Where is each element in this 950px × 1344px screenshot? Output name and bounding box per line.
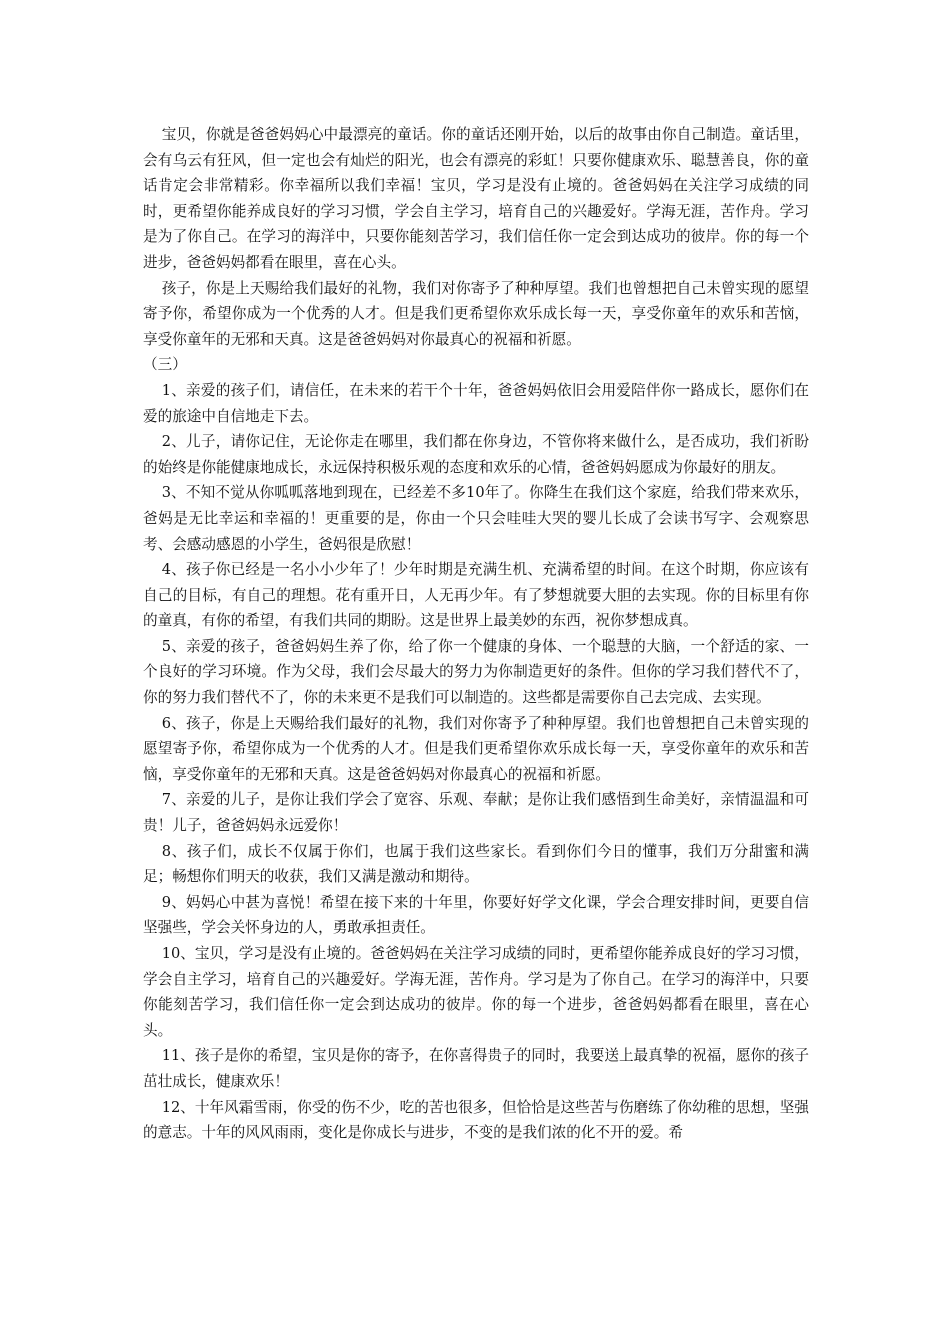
intro-paragraph-1: 宝贝，你就是爸爸妈妈心中最漂亮的童话。你的童话还刚开始，以后的故事由你自己制造。童话里，会有乌云有狂风，但一定也会有灿烂的阳光，也会有漂亮的彩虹！只要你健康欢乐、聪慧善良，你的童话肯定会非常精彩。你幸福所以我们幸福！宝贝，学习是没有止境的。爸爸妈妈在关注学习成绩的同时，更希望你能养成良好的学习习惯，学会自主学习，培育自己的兴趣爱好。学海无涯，苦作舟。学习是为了你自己。在学习的海洋中，只要你能刻苦学习，我们信任你一定会到达成功的彼岸。你的每一个进步，爸爸妈妈都看在眼里，喜在心头。: [143, 126, 809, 271]
list-item-2: 2、儿子，请你记住，无论你走在哪里，我们都在你身边，不管你将来做什么，是否成功，我们祈盼的始终是你能健康地成长，永远保持积极乐观的态度和欢乐的心情，爸爸妈妈愿成为你最好的朋友。: [143, 433, 809, 476]
list-item-4: 4、孩子你已经是一名小小少年了！少年时期是充满生机、充满希望的时间。在这个时期，你应该有自己的目标，有自己的理想。花有重开日，人无再少年。有了梦想就要大胆的去实现。你的目标里有你的童真，有你的希望，有我们共同的期盼。这是世界上最美妙的东西，祝你梦想成真。: [143, 561, 809, 630]
list-item-3: 3、不知不觉从你呱呱落地到现在，已经差不多10年了。你降生在我们这个家庭，给我们带来欢乐，爸妈是无比幸运和幸福的！更重要的是，你由一个只会哇哇大哭的婴儿长成了会读书写字、会观察思考、会感动感恩的小学生，爸妈很是欣慰！: [143, 484, 809, 553]
list-item-12: 12、十年风霜雪雨，你受的伤不少，吃的苦也很多，但恰恰是这些苦与伤磨练了你幼稚的思想，坚强的意志。十年的风风雨雨，变化是你成长与进步，不变的是我们浓的化不开的爱。希: [143, 1098, 809, 1142]
list-item-8: 8、孩子们，成长不仅属于你们，也属于我们这些家长。看到你们今日的懂事，我们万分甜蜜和满足；畅想你们明天的收获，我们又满是激动和期待。: [143, 842, 809, 886]
list-item-6: 6、孩子，你是上天赐给我们最好的礼物，我们对你寄予了种种厚望。我们也曾想把自己未曾实现的愿望寄予你，希望你成为一个优秀的人才。但是我们更希望你欢乐成长每一天，享受你童年的欢乐和苦恼，享受你童年的无邪和天真。这是爸爸妈妈对你最真心的祝福和祈愿。: [143, 714, 809, 783]
section-heading: （三）: [143, 356, 187, 374]
list-item-9: 9、妈妈心中甚为喜悦！希望在接下来的十年里，你要好好学文化课，学会合理安排时间，更要自信坚强些，学会关怀身边的人，勇敢承担责任。: [143, 893, 809, 937]
intro-paragraph-2: 孩子，你是上天赐给我们最好的礼物，我们对你寄予了种种厚望。我们也曾想把自己未曾实现的愿望寄予你，希望你成为一个优秀的人才。但是我们更希望你欢乐成长每一天，享受你童年的欢乐和苦恼，享受你童年的无邪和天真。这是爸爸妈妈对你最真心的祝福和祈愿。: [143, 279, 809, 348]
document-body: [143, 122, 809, 1146]
list-item-5: 5、亲爱的孩子，爸爸妈妈生养了你，给了你一个健康的身体、一个聪慧的大脑，一个舒适的家、一个良好的学习环境。作为父母，我们会尽最大的努力为你制造更好的条件。但你的学习我们替代不了，你的努力我们替代不了，你的未来更不是我们可以制造的。这些都是需要你自己去完成、去实现。: [143, 637, 809, 707]
list-item-11: 11、孩子是你的希望，宝贝是你的寄予，在你喜得贵子的同时，我要送上最真挚的祝福，愿你的孩子茁壮成长，健康欢乐！: [143, 1047, 809, 1090]
list-item-10: 10、宝贝，学习是没有止境的。爸爸妈妈在关注学习成绩的同时，更希望你能养成良好的学习习惯，学会自主学习，培育自己的兴趣爱好。学海无涯，苦作舟。学习是为了你自己。在学习的海洋中，只要你能刻苦学习，我们信任你一定会到达成功的彼岸。你的每一个进步，爸爸妈妈都看在眼里，喜在心头。: [143, 945, 809, 1039]
list-item-7: 7、亲爱的儿子，是你让我们学会了宽容、乐观、奉献；是你让我们感悟到生命美好，亲情温温和可贵！儿子，爸爸妈妈永远爱你！: [143, 791, 809, 835]
list-item-1: 1、亲爱的孩子们，请信任，在未来的若干个十年，爸爸妈妈依旧会用爱陪伴你一路成长，愿你们在爱的旅途中自信地走下去。: [143, 381, 809, 425]
